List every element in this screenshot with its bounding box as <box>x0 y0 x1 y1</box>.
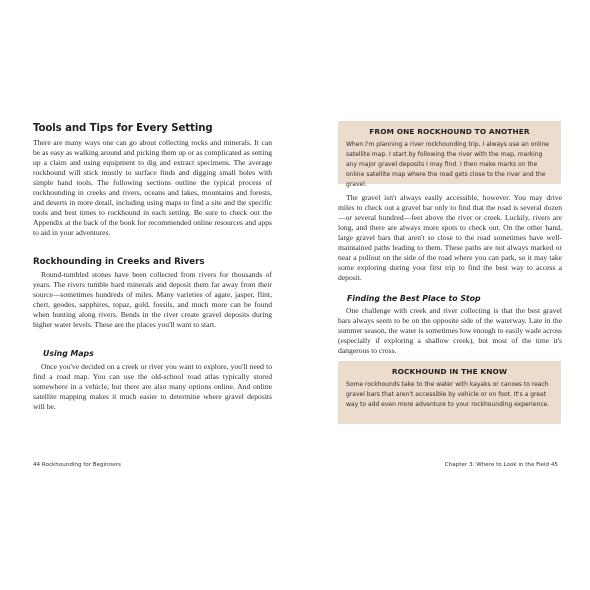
sidebar-text: When I'm planning a river rockhounding trip, I always use an online satellite map. I start by following the river with the map, marking any major gravel deposits I may find. I then make marks on the online satellite map where the road gets close to the river and the gravel. <box>346 141 549 188</box>
sidebar-title: ROCKHOUND IN THE KNOW <box>391 367 508 376</box>
best-place-paragraph: One challenge with creek and river collecting is that the best gravel bars always seem to be on the opposite side of the waterway. Late in the summer season, the water is sometimes low enough to easily wade across (especially if exploring a shallow creek), but most of the time it's dangerous to cross. <box>338 306 562 355</box>
best-place-heading: Finding the Best Place to Stop <box>347 294 481 303</box>
left-folio: 44 Rockhounding for Beginners <box>33 462 121 468</box>
sidebar-title: FROM ONE ROCKHOUND TO ANOTHER <box>369 127 530 136</box>
section-heading: Tools and Tips for Every Setting <box>33 123 213 134</box>
subsection-heading: Rockhounding in Creeks and Rivers <box>33 257 205 267</box>
gravel-access-paragraph: The gravel isn't always easily accessible, however. You may drive miles to check out a gravel bar only to find that the road is several dozen—or several hundred—feet above the river or creek. Luckily, rivers are long, and there are always more spots to check out. On the other hand, large gravel bars that aren't so close to the road sometimes have well-maintained paths leading to them. These paths are not always marked or near a pullout on the side of the road where you can park, so it may take some exploring during your first trip to find the best way to access a deposit. <box>338 193 562 282</box>
sidebar-rockhound-tip <box>338 121 561 188</box>
maps-paragraph: Once you've decided on a creek or river you want to explore, you'll need to find a road map. You can use the old-school road atlas typically stored somewhere in a vehicle, but there are also many options online. And online satellite mapping makes it much easier to determine where gravel deposits will be. <box>33 362 272 411</box>
right-folio: Chapter 3: Where to Look in the Field 45 <box>444 462 558 468</box>
sidebar-text: Some rockhounds take to the water with kayaks or canoes to reach gravel bars that aren't accessible by vehicle or on foot. It's a great way to add even more adventure to your rockhounding experience. <box>346 381 550 408</box>
using-maps-heading: Using Maps <box>43 349 94 358</box>
sidebar-in-the-know <box>338 361 561 424</box>
intro-paragraph: There are many ways one can go about collecting rocks and minerals. It can be as easy as walking around and picking them up or as complicated as setting up a claim and using equipment to dig and extract specimens. The average rockhound will stick mostly to surface finds and digging small holes with simple hand tools. The following sections outline the typical process of rockhounding in creeks and rivers, oceans and lakes, mountains and forests, and deserts in more detail, including using maps to find a site and the specific tools and best times to rockhound in each setting. Be sure to check out the Appendix at the back of the book for recommended online resources and apps to aid in your adventures. <box>33 138 272 237</box>
creeks-paragraph: Round-tumbled stones have been collected from rivers for thousands of years. The rivers tumble hard minerals and deposit them far away from their source—sometimes hundreds of miles. Many varieties of agate, jasper, flint, chert, geodes, sapphires, topaz, gold, fossils, and much more can be found when hunting along rivers. Bends in the river create gravel deposits during higher water levels. These are the places you'll want to start. <box>33 270 272 329</box>
